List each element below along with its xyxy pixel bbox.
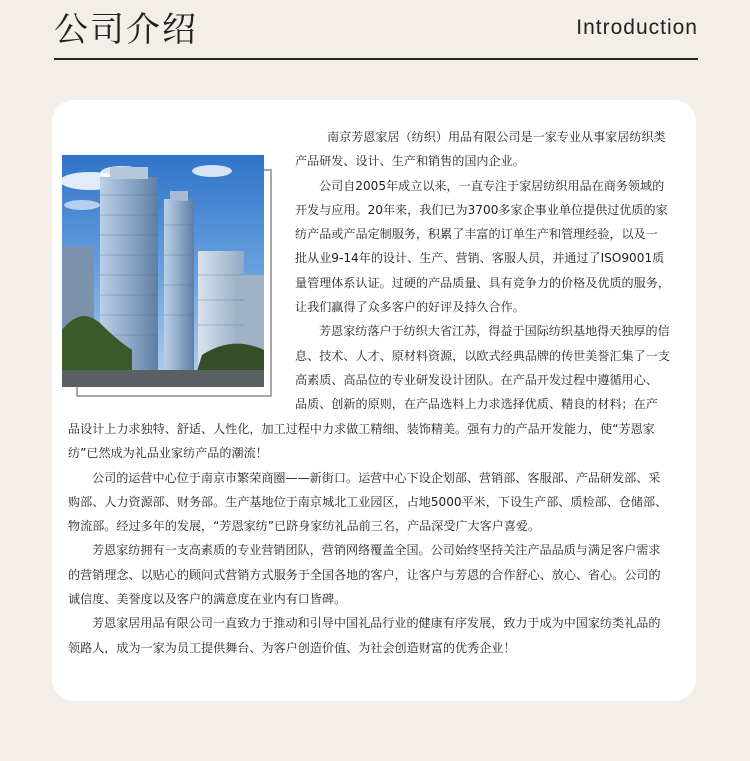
text-line: 公司的运营中心位于南京市繁荣商圈——新街口。运营中心下设企划部、营销部、客服部、产品研发部、采 [92, 470, 661, 485]
intro-text-full [68, 417, 667, 660]
text-line: 纺产品或产品定制服务，积累了丰富的订单生产和管理经验，以及一 [295, 227, 658, 242]
text-line: 开发与应用。20年来，我们已为3700多家企事业单位提供过优质的家 [295, 202, 668, 217]
text-line: 领路人，成为一家为员工提供舞台、为客户创造价值、为社会创造财富的优秀企业！ [68, 640, 516, 655]
text-line: 品设计上力求独特、舒适、人性化，加工过程中力求做工精细、装饰精美。强有力的产品开发能力，使“芳恩家 [68, 422, 655, 436]
text-line: 让我们赢得了众多客户的好评及持久合作。 [295, 300, 525, 315]
text-line: 高素质、高品位的专业研发设计团队。在产品开发过程中遵循用心、 [295, 372, 658, 387]
text-line: 量管理体系认证。过硬的产品质量、具有竞争力的价格及优质的服务， [295, 275, 670, 290]
text-line: 品质、创新的原则，在产品选料上力求选择优质、精良的材料；在产 [295, 397, 658, 412]
text-line: 诚信度、美誉度以及客户的满意度在业内有口皆碑。 [68, 592, 347, 607]
text-line: 芳恩家纺拥有一支高素质的专业营销团队，营销网络覆盖全国。公司始终坚持关注产品品质与满足客户需求 [92, 543, 661, 558]
photo-image [62, 155, 264, 387]
text-line: 芳恩家纺落户于纺织大省江苏，得益于国际纺织基地得天独厚的信 [319, 324, 670, 339]
page-subtitle: Introduction [576, 16, 698, 39]
text-line: 购部、人力资源部、财务部。生产基地位于南京城北工业园区，占地5000平米，下设生产部、质检部、仓储部、 [68, 494, 668, 509]
page-title: 公司介绍 [54, 10, 198, 50]
building-photo [62, 155, 270, 393]
text-line: 物流部。经过多年的发展，“芳恩家纺”已跻身家纺礼品前三名，产品深受广大客户喜爱。 [68, 519, 541, 534]
text-line: 的营销理念、以贴心的顾问式营销方式服务于全国各地的客户，让客户与芳恩的合作舒心、放心、省心。公司的 [68, 567, 661, 582]
text-line: 芳恩家居用品有限公司一直致力于推动和引导中国礼品行业的健康有序发展，致力于成为中国家纺类礼品的 [92, 616, 661, 631]
header-divider [54, 58, 698, 60]
text-line: 产品研发、设计、生产和销售的国内企业。 [295, 154, 525, 169]
text-line: 批从业9-14年的设计、生产、营销、客服人员，并通过了ISO9001质 [295, 251, 665, 266]
text-line: 公司自2005年成立以来，一直专注于家居纺织用品在商务领域的 [319, 178, 665, 193]
text-line: 南京芳恩家居（纺织）用品有限公司是一家专业从事家居纺织类 [327, 130, 666, 144]
text-line: 息、技术、人才、原材料资源，以欧式经典品牌的传世美誉汇集了一支 [295, 348, 670, 363]
intro-text-right [295, 125, 670, 417]
text-line: 纺”已然成为礼品业家纺产品的潮流！ [68, 446, 268, 461]
